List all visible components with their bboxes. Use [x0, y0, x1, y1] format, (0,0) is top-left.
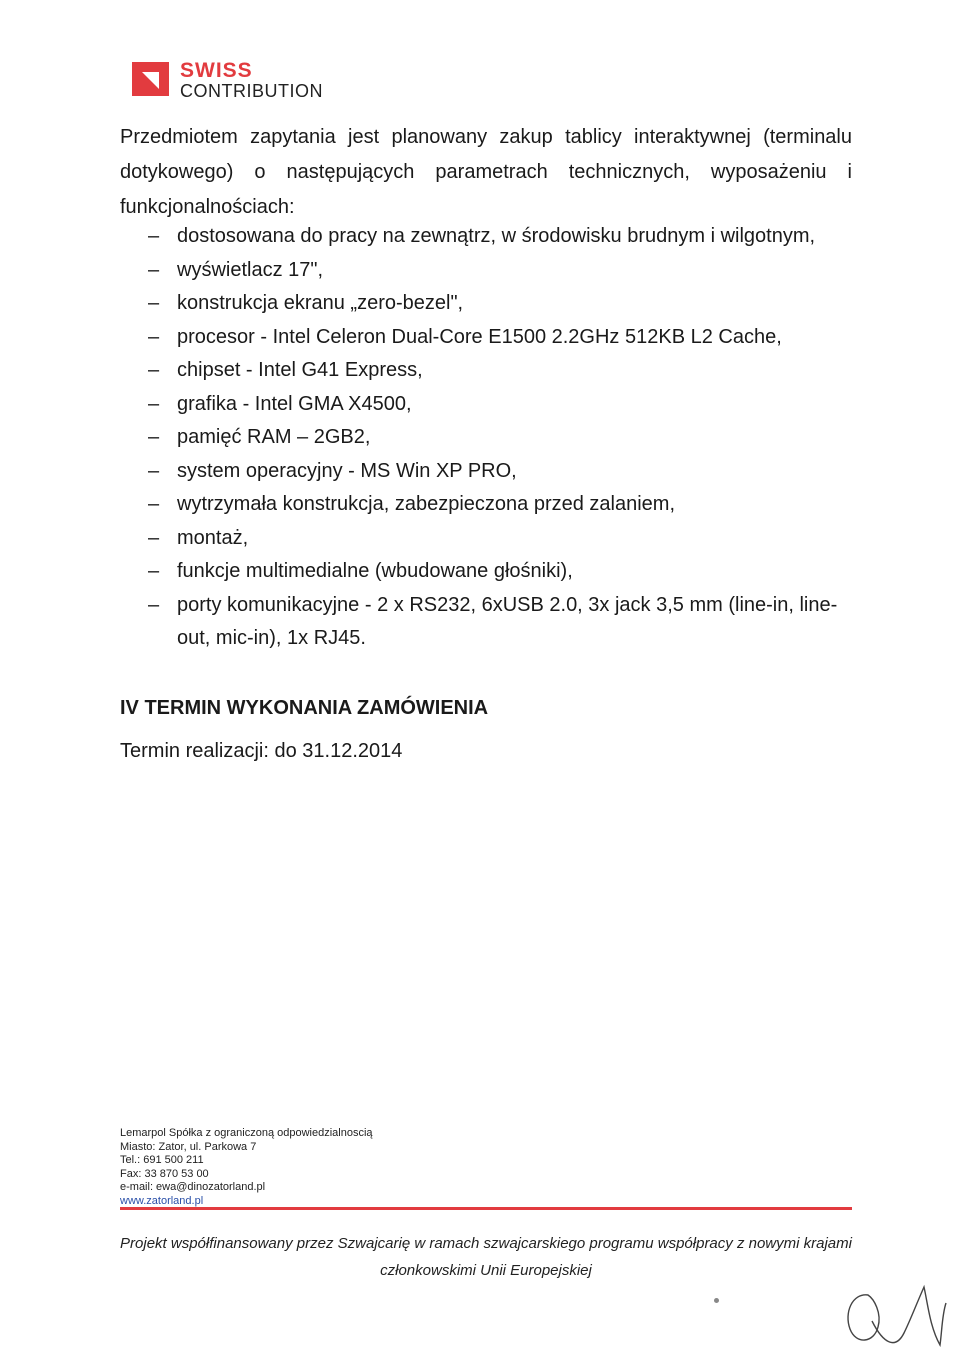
scan-speck	[714, 1298, 719, 1303]
company-address: Miasto: Zator, ul. Parkowa 7	[120, 1140, 257, 1153]
deadline-text: Termin realizacji: do 31.12.2014	[120, 740, 403, 762]
company-phone: Tel.: 691 500 211	[120, 1154, 204, 1167]
spec-item: – porty komunikacyjne - 2 x RS232, 6xUSB 2.0, 3x jack 3,5 mm (line-in, line-out, mic-in), 1x RJ45.	[120, 589, 852, 656]
footer-line-2: członkowskimi Unii Europejskiej	[380, 1262, 592, 1279]
dash-icon: –	[148, 359, 160, 381]
dash-icon: –	[148, 325, 160, 348]
logo-brand: SWISS	[180, 59, 253, 82]
spec-item: – wyświetlacz 17",	[120, 254, 852, 288]
dash-icon: –	[148, 426, 160, 448]
spec-item: – konstrukcja ekranu „zero-bezel",	[120, 287, 852, 321]
dash-icon: –	[148, 459, 160, 482]
spec-list	[120, 220, 852, 656]
spec-item: – wytrzymała konstrukcja, zabezpieczona przed zalaniem,	[120, 488, 852, 522]
dash-icon: –	[148, 593, 160, 616]
footer-note	[120, 1230, 852, 1284]
handwritten-signature	[838, 1275, 950, 1355]
dash-icon: –	[148, 526, 160, 549]
logo-subtitle: CONTRIBUTION	[180, 81, 323, 101]
dash-icon: –	[148, 392, 160, 415]
dash-icon: –	[148, 225, 160, 247]
spec-item: – montaż,	[120, 522, 852, 556]
dash-icon: –	[148, 493, 160, 515]
logo-mark	[132, 62, 169, 96]
footer-line-1: Projekt współfinansowany przez Szwajcarię w ramach szwajcarskiego programu współpracy z nowymi krajami	[120, 1235, 852, 1252]
spec-item: – system operacyjny - MS Win XP PRO,	[120, 455, 852, 489]
company-fax: Fax: 33 870 53 00	[120, 1167, 209, 1180]
company-website-link[interactable]: www.zatorland.pl	[120, 1194, 204, 1207]
dash-icon: –	[148, 258, 160, 281]
spec-item: – grafika - Intel GMA X4500,	[120, 388, 852, 422]
spec-item: – pamięć RAM – 2GB2,	[120, 421, 852, 455]
spec-item: – funkcje multimedialne (wbudowane głośniki),	[120, 555, 852, 589]
spec-item: – procesor - Intel Celeron Dual-Core E1500 2.2GHz 512KB L2 Cache,	[120, 321, 852, 355]
footer-divider	[120, 1207, 852, 1210]
spec-item: – dostosowana do pracy na zewnątrz, w środowisku brudnym i wilgotnym,	[120, 220, 852, 254]
intro-paragraph: Przedmiotem zapytania jest planowany zakup tablicy interaktywnej (terminalu dotykowego) o następujących parametrach technicznych, wyposażeniu i funkcjonalnościach:	[120, 126, 852, 218]
dash-icon: –	[148, 560, 160, 582]
spec-item: – chipset - Intel G41 Express,	[120, 354, 852, 388]
contact-block	[120, 1127, 373, 1209]
section-heading: IV TERMIN WYKONANIA ZAMÓWIENIA	[120, 697, 489, 719]
company-name: Lemarpol Spółka z ograniczoną odpowiedzialnoscią	[120, 1127, 373, 1139]
dash-icon: –	[148, 292, 160, 314]
company-email[interactable]: e-mail: ewa@dinozatorland.pl	[120, 1181, 266, 1194]
